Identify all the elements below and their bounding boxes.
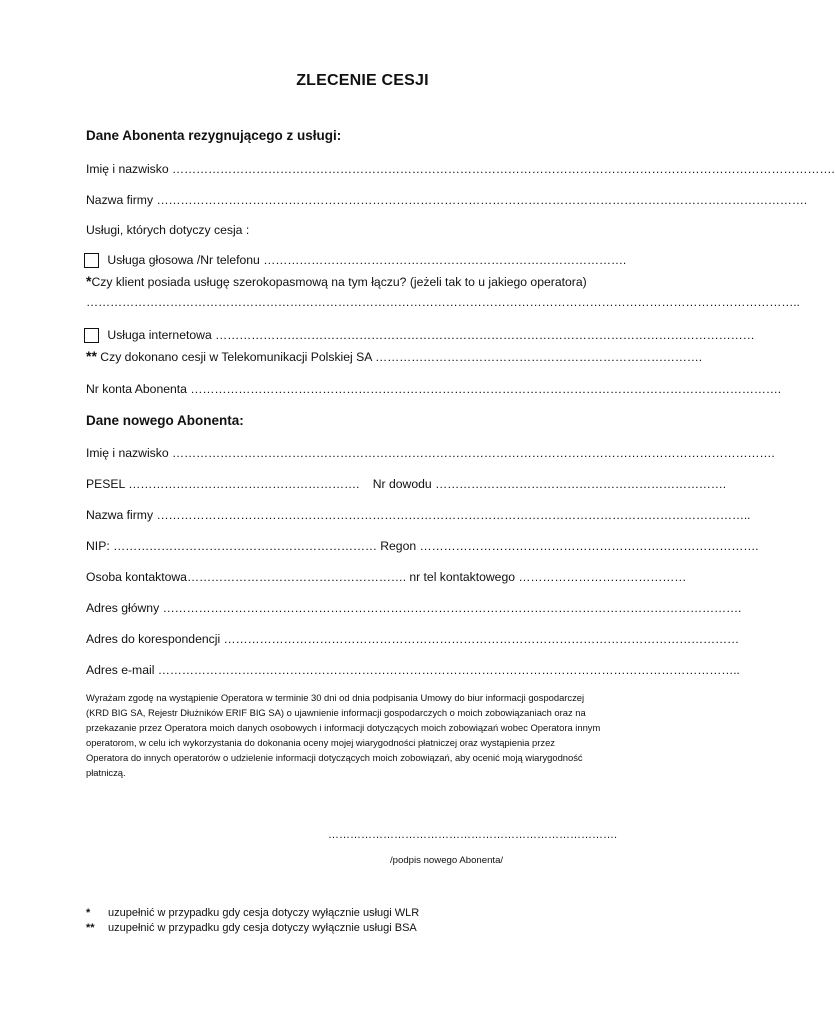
phone-fill-line: …………………………………… [518, 570, 687, 584]
footnote [86, 922, 417, 934]
fill-line: ………………………………………………………………………. [375, 350, 702, 364]
footnote-marker: ** [86, 348, 97, 364]
field-label: Nazwa firmy [86, 193, 154, 207]
field-broadband-operator[interactable] [86, 294, 800, 310]
field-main-address[interactable] [86, 600, 741, 616]
voice-service-checkbox[interactable] [84, 253, 99, 268]
question-text: Czy klient posiada usługę szerokopasmową na tym łączu? (jeżeli tak to u jakiego operatora) [91, 275, 587, 289]
fill-line: ………………………………………………………………………………………………………………………………. [162, 601, 742, 615]
id-label: Nr dowodu [372, 477, 432, 491]
pesel-fill-line: …………………………………………………. [128, 477, 360, 491]
footnote-marker: * [86, 273, 92, 289]
field-email[interactable] [86, 662, 740, 678]
field-tp-cession[interactable] [86, 348, 702, 365]
consent-line: Wyrażam zgodę na wystąpienie Operatora w terminie 30 dni od dnia podpisania Umowy do biur informacji gospodarczej [86, 692, 585, 703]
field-current-name[interactable] [86, 161, 835, 177]
document-title: ZLECENIE CESJI [296, 72, 429, 89]
fill-line: …………………………………………………………………………………………………………………………………. [190, 382, 781, 396]
field-account-number[interactable] [86, 381, 781, 397]
consent-line: przekazanie przez Operatora moich danych osobowych i informacji dotyczących moich zobowiązań wobec Operatora innym [86, 722, 601, 733]
field-label: Imię i nazwisko [86, 446, 169, 460]
fill-line: ……………………………………………………………………………………………………………………………………. [172, 446, 775, 460]
footnote-marker: * [86, 907, 91, 919]
phone-label: nr tel kontaktowego [409, 570, 516, 584]
fill-line: ……………………………………………………………………………………………………………………… [215, 328, 755, 342]
field-label: Nr konta Abonenta [86, 382, 187, 396]
signature-line[interactable]: ……………………………………………………………………. [328, 829, 618, 841]
field-new-name[interactable] [86, 445, 775, 461]
pesel-label: PESEL [86, 477, 125, 491]
fill-line: ………………………………………………………………………………. [263, 253, 627, 267]
regon-fill-line: …………………………………………………………………………. [419, 539, 759, 553]
field-label: Usługa internetowa [107, 328, 212, 342]
fill-line: ……………………………………………………………………………………………………………………………….. [157, 663, 740, 677]
fill-line: …………………………………………………………………………………………………………………………………………………. [172, 162, 835, 176]
signature-caption: /podpis nowego Abonenta/ [390, 855, 504, 866]
consent-paragraph [86, 690, 646, 780]
field-voice-service[interactable] [84, 252, 626, 268]
footnote-text: uzupełnić w przypadku gdy cesja dotyczy wyłącznie usługi BSA [108, 922, 417, 934]
consent-line: Operatora do innych operatorów o udzielenie informacji dotyczących moich zobowiązań, aby ocenić moją wiarygodność [86, 752, 583, 763]
field-contact[interactable] [86, 569, 686, 585]
regon-label: Regon [380, 539, 417, 553]
fill-line: ………………………………………………………………………………………………………………… [223, 632, 740, 646]
field-correspondence-address[interactable] [86, 631, 739, 647]
contact-label: Osoba kontaktowa [86, 570, 187, 584]
field-pesel-and-id[interactable] [86, 476, 726, 492]
section-heading-current-subscriber: Dane Abonenta rezygnującego z usługi: [86, 128, 342, 143]
field-new-company[interactable] [86, 507, 750, 523]
question-text: Czy dokonano cesji w Telekomunikacji Polskiej SA [100, 350, 372, 364]
nip-fill-line: ………………………………………………………… [113, 539, 377, 553]
fill-line: ………………………………………………………………………………………………………………………………………………. [156, 193, 807, 207]
services-label: Usługi, których dotyczy cesja : [86, 223, 250, 237]
id-fill-line: ………………………………………………………………. [435, 477, 726, 491]
field-label: Imię i nazwisko [86, 162, 169, 176]
internet-service-checkbox[interactable] [84, 328, 99, 343]
fill-line: …………………………………………………………………………………………………………………………………………………………….. [86, 295, 800, 309]
nip-label: NIP: [86, 539, 110, 553]
contact-fill-line: ………………………………………………. [186, 570, 406, 584]
consent-line: płatniczą. [86, 767, 126, 778]
fill-line: ………………………………………………………………………………………………………………………………….. [156, 508, 751, 522]
field-label: Adres e-mail [86, 663, 155, 677]
field-label: Nazwa firmy [86, 508, 154, 522]
broadband-question [86, 273, 587, 290]
field-current-company[interactable] [86, 192, 807, 208]
footnote-text: uzupełnić w przypadku gdy cesja dotyczy wyłącznie usługi WLR [108, 907, 420, 919]
consent-line: operatorom, w celu ich wykorzystania do dokonania oceny mojej wiarygodności płatniczej oraz wystąpienia przez [86, 737, 555, 748]
field-label: Usługa głosowa /Nr telefonu [107, 253, 260, 267]
field-label: Adres główny [86, 601, 160, 615]
section-heading-new-subscriber: Dane nowego Abonenta: [86, 413, 244, 428]
field-internet-service[interactable] [84, 327, 755, 343]
consent-line: (KRD BIG SA, Rejestr Dłużników ERIF BIG SA) o ujawnienie informacji gospodarczych o moich zobowiązaniach oraz na [86, 707, 586, 718]
footnote-marker: ** [86, 922, 95, 934]
footnote [86, 907, 419, 919]
field-label: Adres do korespondencji [86, 632, 221, 646]
field-nip-and-regon[interactable] [86, 538, 758, 554]
